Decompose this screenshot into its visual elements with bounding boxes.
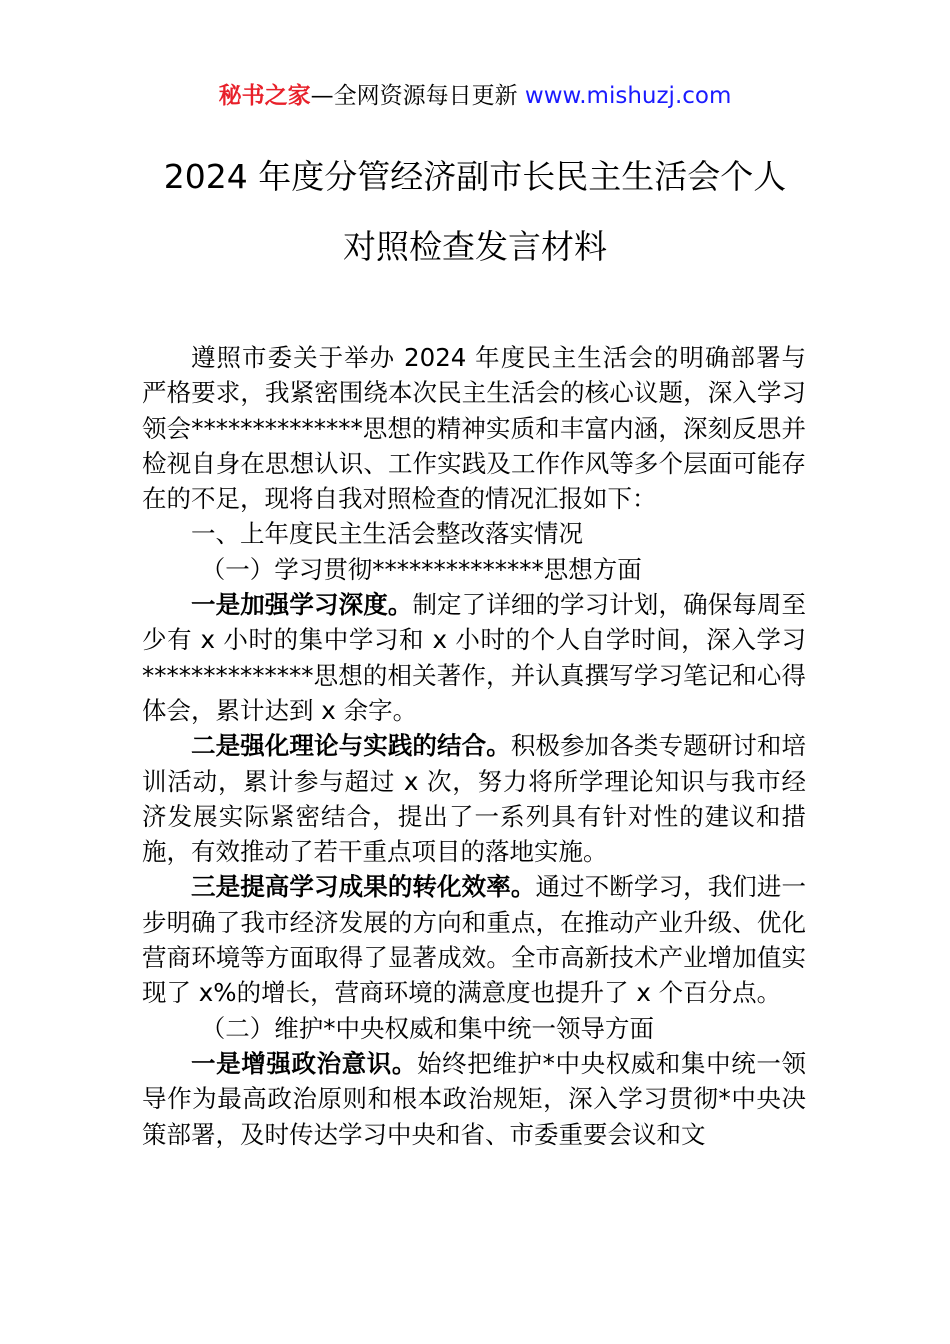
document-body bbox=[142, 340, 806, 1152]
paragraph-2-lead: 二是强化理论与实践的结合。 bbox=[191, 731, 511, 761]
paragraph-3-text: 通过不断学习，我们进一步明确了我市经济发展的方向和重点，在推动产业升级、优化营商环境等方面取得了显著成效。全市高新技术产业增加值实现了 x%的增长，营商环境的满意度也提升了 x 个百分点。 bbox=[142, 872, 807, 1008]
paragraph-4 bbox=[142, 1046, 806, 1152]
paragraph-2 bbox=[142, 728, 806, 869]
document-title-line2: 对照检查发言材料 bbox=[343, 227, 607, 266]
document-title-line1: 2024 年度分管经济副市长民主生活会个人 bbox=[163, 157, 787, 196]
subsection-heading-2: （二）维护*中央权威和集中统一领导方面 bbox=[200, 1013, 655, 1043]
section-heading-1: 一、上年度民主生活会整改落实情况 bbox=[191, 519, 583, 549]
paragraph-1-text: 制定了详细的学习计划，确保每周至少有 x 小时的集中学习和 x 小时的个人自学时间，深入学习**************思想的相关著作，并认真撰写学习笔记和心得体会，累计达到 x 余字。 bbox=[142, 590, 806, 725]
intro-paragraph: 遵照市委关于举办 2024 年度民主生活会的明确部署与严格要求，我紧密围绕本次民主生活会的核心议题，深入学习领会**************思想的精神实质和丰富内涵，深刻反思并检视自身在思想认识、工作实践及工作作风等多个层面可能存在的不足，现将自我对照检查的情况汇报如下： bbox=[142, 343, 806, 514]
paragraph-1 bbox=[142, 587, 806, 728]
paragraph-3 bbox=[142, 869, 806, 1010]
site-header bbox=[0, 80, 950, 112]
subsection-heading-1: （一）学习贯彻**************思想方面 bbox=[200, 554, 642, 584]
paragraph-4-text: 始终把维护*中央权威和集中统一领导作为最高政治原则和根本政治规矩，深入学习贯彻*中央决策部署，及时传达学习中央和省、市委重要会议和文 bbox=[142, 1048, 806, 1149]
paragraph-3-lead: 三是提高学习成果的转化效率。 bbox=[191, 872, 536, 902]
paragraph-2-text: 积极参加各类专题研讨和培训活动，累计参与超过 x 次，努力将所学理论知识与我市经济发展实际紧密结合，提出了一系列具有针对性的建议和措施，有效推动了若干重点项目的落地实施。 bbox=[142, 731, 807, 867]
paragraph-1-lead: 一是加强学习深度。 bbox=[191, 590, 413, 620]
paragraph-4-lead: 一是增强政治意识。 bbox=[191, 1048, 418, 1078]
site-url-link[interactable]: www.mishuzj.com bbox=[524, 83, 732, 109]
brand-name: 秘书之家 bbox=[218, 83, 311, 109]
header-slogan: —全网资源每日更新 bbox=[310, 83, 525, 109]
